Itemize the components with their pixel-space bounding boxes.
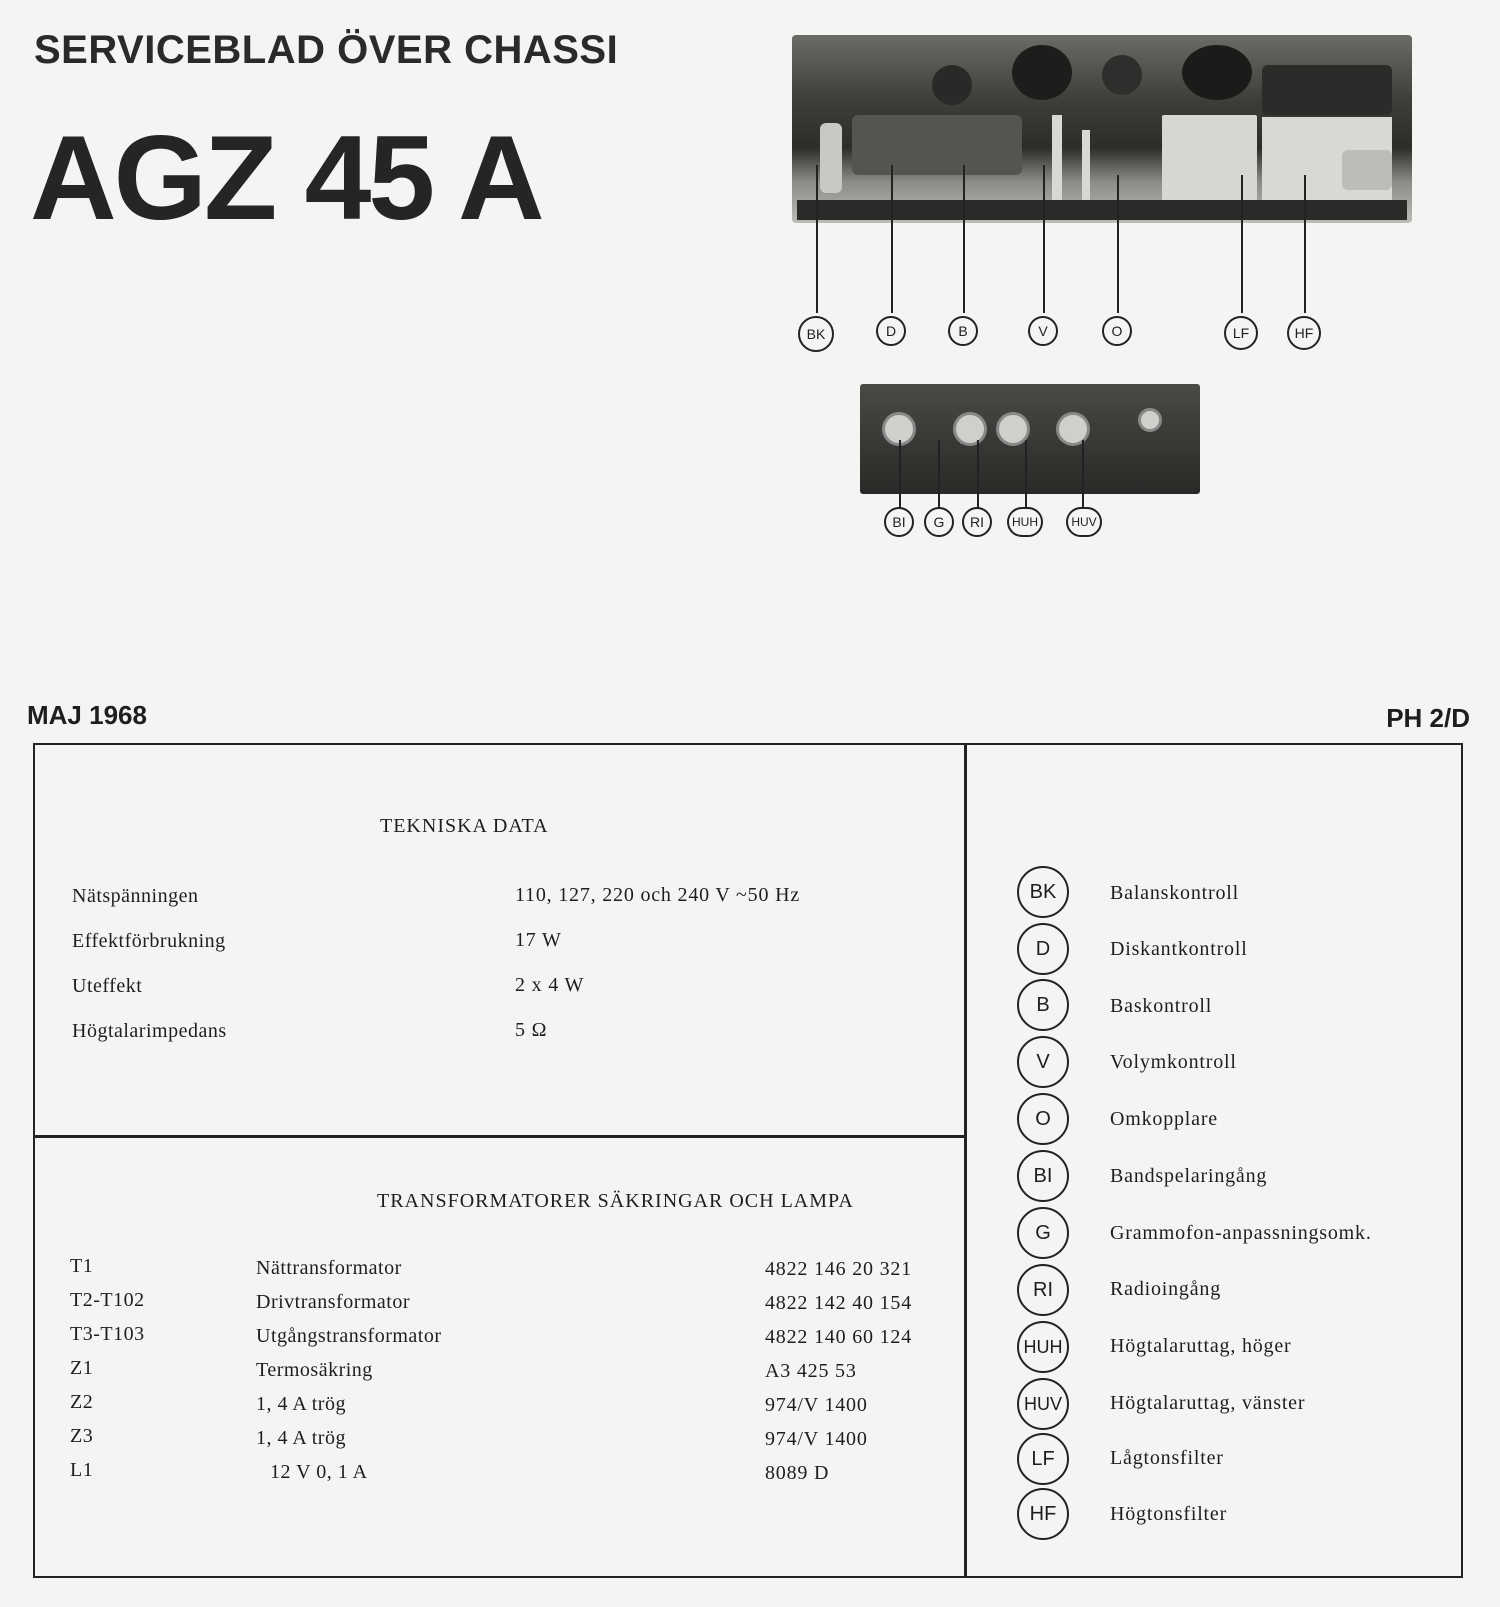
tech-label: Uteffekt [72,975,143,997]
document-reference: PH 2/D [1386,703,1470,733]
legend-code: D [1017,923,1069,975]
legend-code: HF [1017,1488,1069,1540]
rear-panel-photo [860,384,1200,494]
tech-value: 5 Ω [515,1019,548,1041]
callout-d: D [876,316,906,346]
callout-bi: BI [884,507,914,537]
legend-code: G [1017,1207,1069,1259]
tech-label: Nätspänningen [72,885,199,907]
part-ref: Z2 [70,1391,94,1413]
data-frame [33,743,1463,1578]
legend-label: Diskantkontroll [1110,938,1248,960]
legend-label: Omkopplare [1110,1108,1218,1130]
legend-label: Volymkontroll [1110,1051,1237,1073]
legend-label: Grammofon-anpassningsomk. [1110,1222,1372,1244]
part-description: Termosäkring [256,1359,373,1381]
part-ref: Z1 [70,1357,94,1379]
legend-label: Högtalaruttag, höger [1110,1335,1292,1357]
legend-label: Balanskontroll [1110,882,1239,904]
part-description: Drivtransformator [256,1291,411,1313]
callout-huh: HUH [1007,507,1043,537]
part-description: Utgångstransformator [256,1325,442,1347]
callout-huv: HUV [1066,507,1102,537]
callout-o: O [1102,316,1132,346]
part-ref: Z3 [70,1425,94,1447]
part-number: 974/V 1400 [765,1428,868,1450]
legend-code: RI [1017,1264,1069,1316]
part-number: 4822 142 40 154 [765,1292,912,1314]
legend-code: O [1017,1093,1069,1145]
legend-label: Bandspelaringång [1110,1165,1268,1187]
legend-label: Radioingång [1110,1278,1222,1300]
tech-value: 17 W [515,929,562,951]
legend-label: Högtonsfilter [1110,1503,1228,1525]
legend-label: Lågtonsfilter [1110,1447,1224,1469]
technical-data-title: TEKNISKA DATA [380,815,549,837]
part-number: 4822 140 60 124 [765,1326,912,1348]
legend-code: BK [1017,866,1069,918]
legend-code: BI [1017,1150,1069,1202]
callout-bk: BK [798,316,834,352]
part-number: 974/V 1400 [765,1394,868,1416]
tech-value: 110, 127, 220 och 240 V ~50 Hz [515,884,800,906]
part-description: 1, 4 A trög [256,1393,346,1415]
part-number: 4822 146 20 321 [765,1258,912,1280]
legend-code: LF [1017,1433,1069,1485]
part-number: A3 425 53 [765,1360,857,1382]
part-ref: T2-T102 [70,1289,145,1311]
legend-code: HUV [1017,1378,1069,1430]
legend-code: B [1017,979,1069,1031]
part-number: 8089 D [765,1462,830,1484]
chassis-photo [792,35,1412,223]
issue-date: MAJ 1968 [27,700,147,730]
part-ref: L1 [70,1459,94,1481]
frame-divider-horizontal [33,1135,965,1138]
part-description: 12 V 0, 1 A [270,1461,368,1483]
part-ref: T3-T103 [70,1323,145,1345]
legend-label: Högtalaruttag, vänster [1110,1392,1306,1414]
tech-value: 2 x 4 W [515,974,585,996]
transformers-title: TRANSFORMATORER SÄKRINGAR OCH LAMPA [377,1190,854,1212]
part-description: Nättransformator [256,1257,402,1279]
part-description: 1, 4 A trög [256,1427,346,1449]
part-ref: T1 [70,1255,94,1277]
callout-v: V [1028,316,1058,346]
legend-code: V [1017,1036,1069,1088]
legend-code: HUH [1017,1321,1069,1373]
callout-g: G [924,507,954,537]
tech-label: Högtalarimpedans [72,1020,227,1042]
page-heading: SERVICEBLAD ÖVER CHASSI [34,28,619,72]
tech-label: Effektförbrukning [72,930,226,952]
callout-ri: RI [962,507,992,537]
callout-b: B [948,316,978,346]
callout-hf: HF [1287,316,1321,350]
frame-divider-vertical [964,743,967,1578]
legend-label: Baskontroll [1110,995,1213,1017]
model-title: AGZ 45 A [30,111,542,245]
callout-lf: LF [1224,316,1258,350]
